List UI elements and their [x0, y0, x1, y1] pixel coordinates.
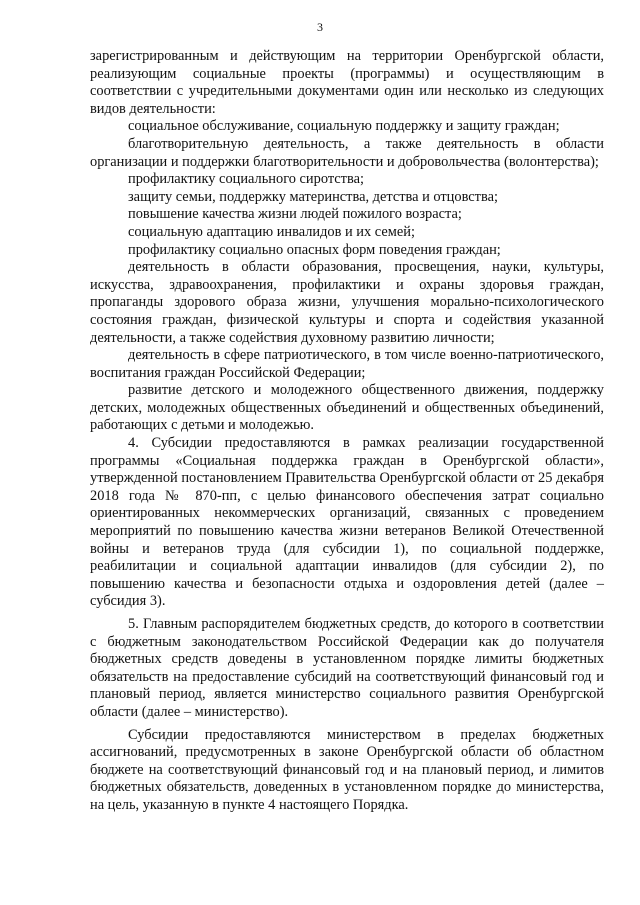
- clause-4-paragraph: 4. Субсидии предоставляются в рамках реализации государственной программы «Социальная поддержка граждан в Оренбургской области», утвержденной постановлением Правительства Оренбургской области от 25 декабря 2018 года № 870-пп, с целью финансового обеспечения затрат социально ориентированных некоммерческих организаций, связанных с проведением мероприятий по повышению качества жизни ветеранов Великой Отечественной войны и ветеранов труда (для субсидии 1), по социальной поддержке, реабилитации и социальной адаптации инвалидов (для субсидии 2), по повышению качества и безопасности отдыха и оздоровления детей (далее – субсидия 3).: [90, 435, 605, 610]
- paragraph-intro: зарегистрированным и действующим на территории Оренбургской области, реализующим социальные проекты (программы) и осуществляющим в соответствии с учредительными документами один или несколько из следующих видов деятельности:: [90, 48, 604, 117]
- document-body: [90, 48, 604, 815]
- list-item: деятельность в области образования, просвещения, науки, культуры, искусства, здравоохранения, профилактики и охраны здоровья граждан, пропаганды здорового образа жизни, улучшения морально-психологического состояния граждан, физической культуры и спорта и содействия указанной деятельности, а также содействия духовному развитию личности;: [90, 259, 604, 346]
- subsidies-paragraph: Субсидии предоставляются министерством в пределах бюджетных ассигнований, предусмотренных в законе Оренбургской области об областном бюджете на соответствующий финансовый год и на плановый период, и лимитов бюджетных обязательств, доведенных в установленном порядке до министерства, на цель, указанную в пункте 4 настоящего Порядка.: [90, 726, 604, 813]
- list-item: благотворительную деятельность, а также деятельность в области организации и поддержки благотворительности и добровольчества (волонтерства);: [90, 135, 604, 170]
- list-item: развитие детского и молодежного общественного движения, поддержку детских, молодежных общественных объединений и общественных объединений, работающих с детьми и молодежью.: [90, 382, 604, 434]
- page-number: 3: [317, 20, 323, 34]
- list-item: деятельность в сфере патриотического, в том числе военно-патриотического, воспитания граждан Российской Федерации;: [90, 347, 604, 381]
- clause-5-paragraph: 5. Главным распорядителем бюджетных средств, до которого в соответствии с бюджетным законодательством Российской Федерации как до получателя бюджетных средств доведены в установленном порядке лимиты бюджетных обязательств на предоставление субсидий на соответствующий финансовый год и плановый период, является министерство социального развития Оренбургской области (далее – министерство).: [90, 616, 604, 720]
- list-item: защиту семьи, поддержку материнства, детства и отцовства;: [128, 188, 498, 205]
- list-item: социальное обслуживание, социальную поддержку и защиту граждан;: [128, 118, 560, 135]
- list-item: социальную адаптацию инвалидов и их семей;: [128, 223, 415, 240]
- list-item: профилактику социального сиротства;: [128, 171, 364, 188]
- list-item: профилактику социально опасных форм поведения граждан;: [128, 241, 501, 258]
- list-item: повышение качества жизни людей пожилого возраста;: [128, 206, 462, 223]
